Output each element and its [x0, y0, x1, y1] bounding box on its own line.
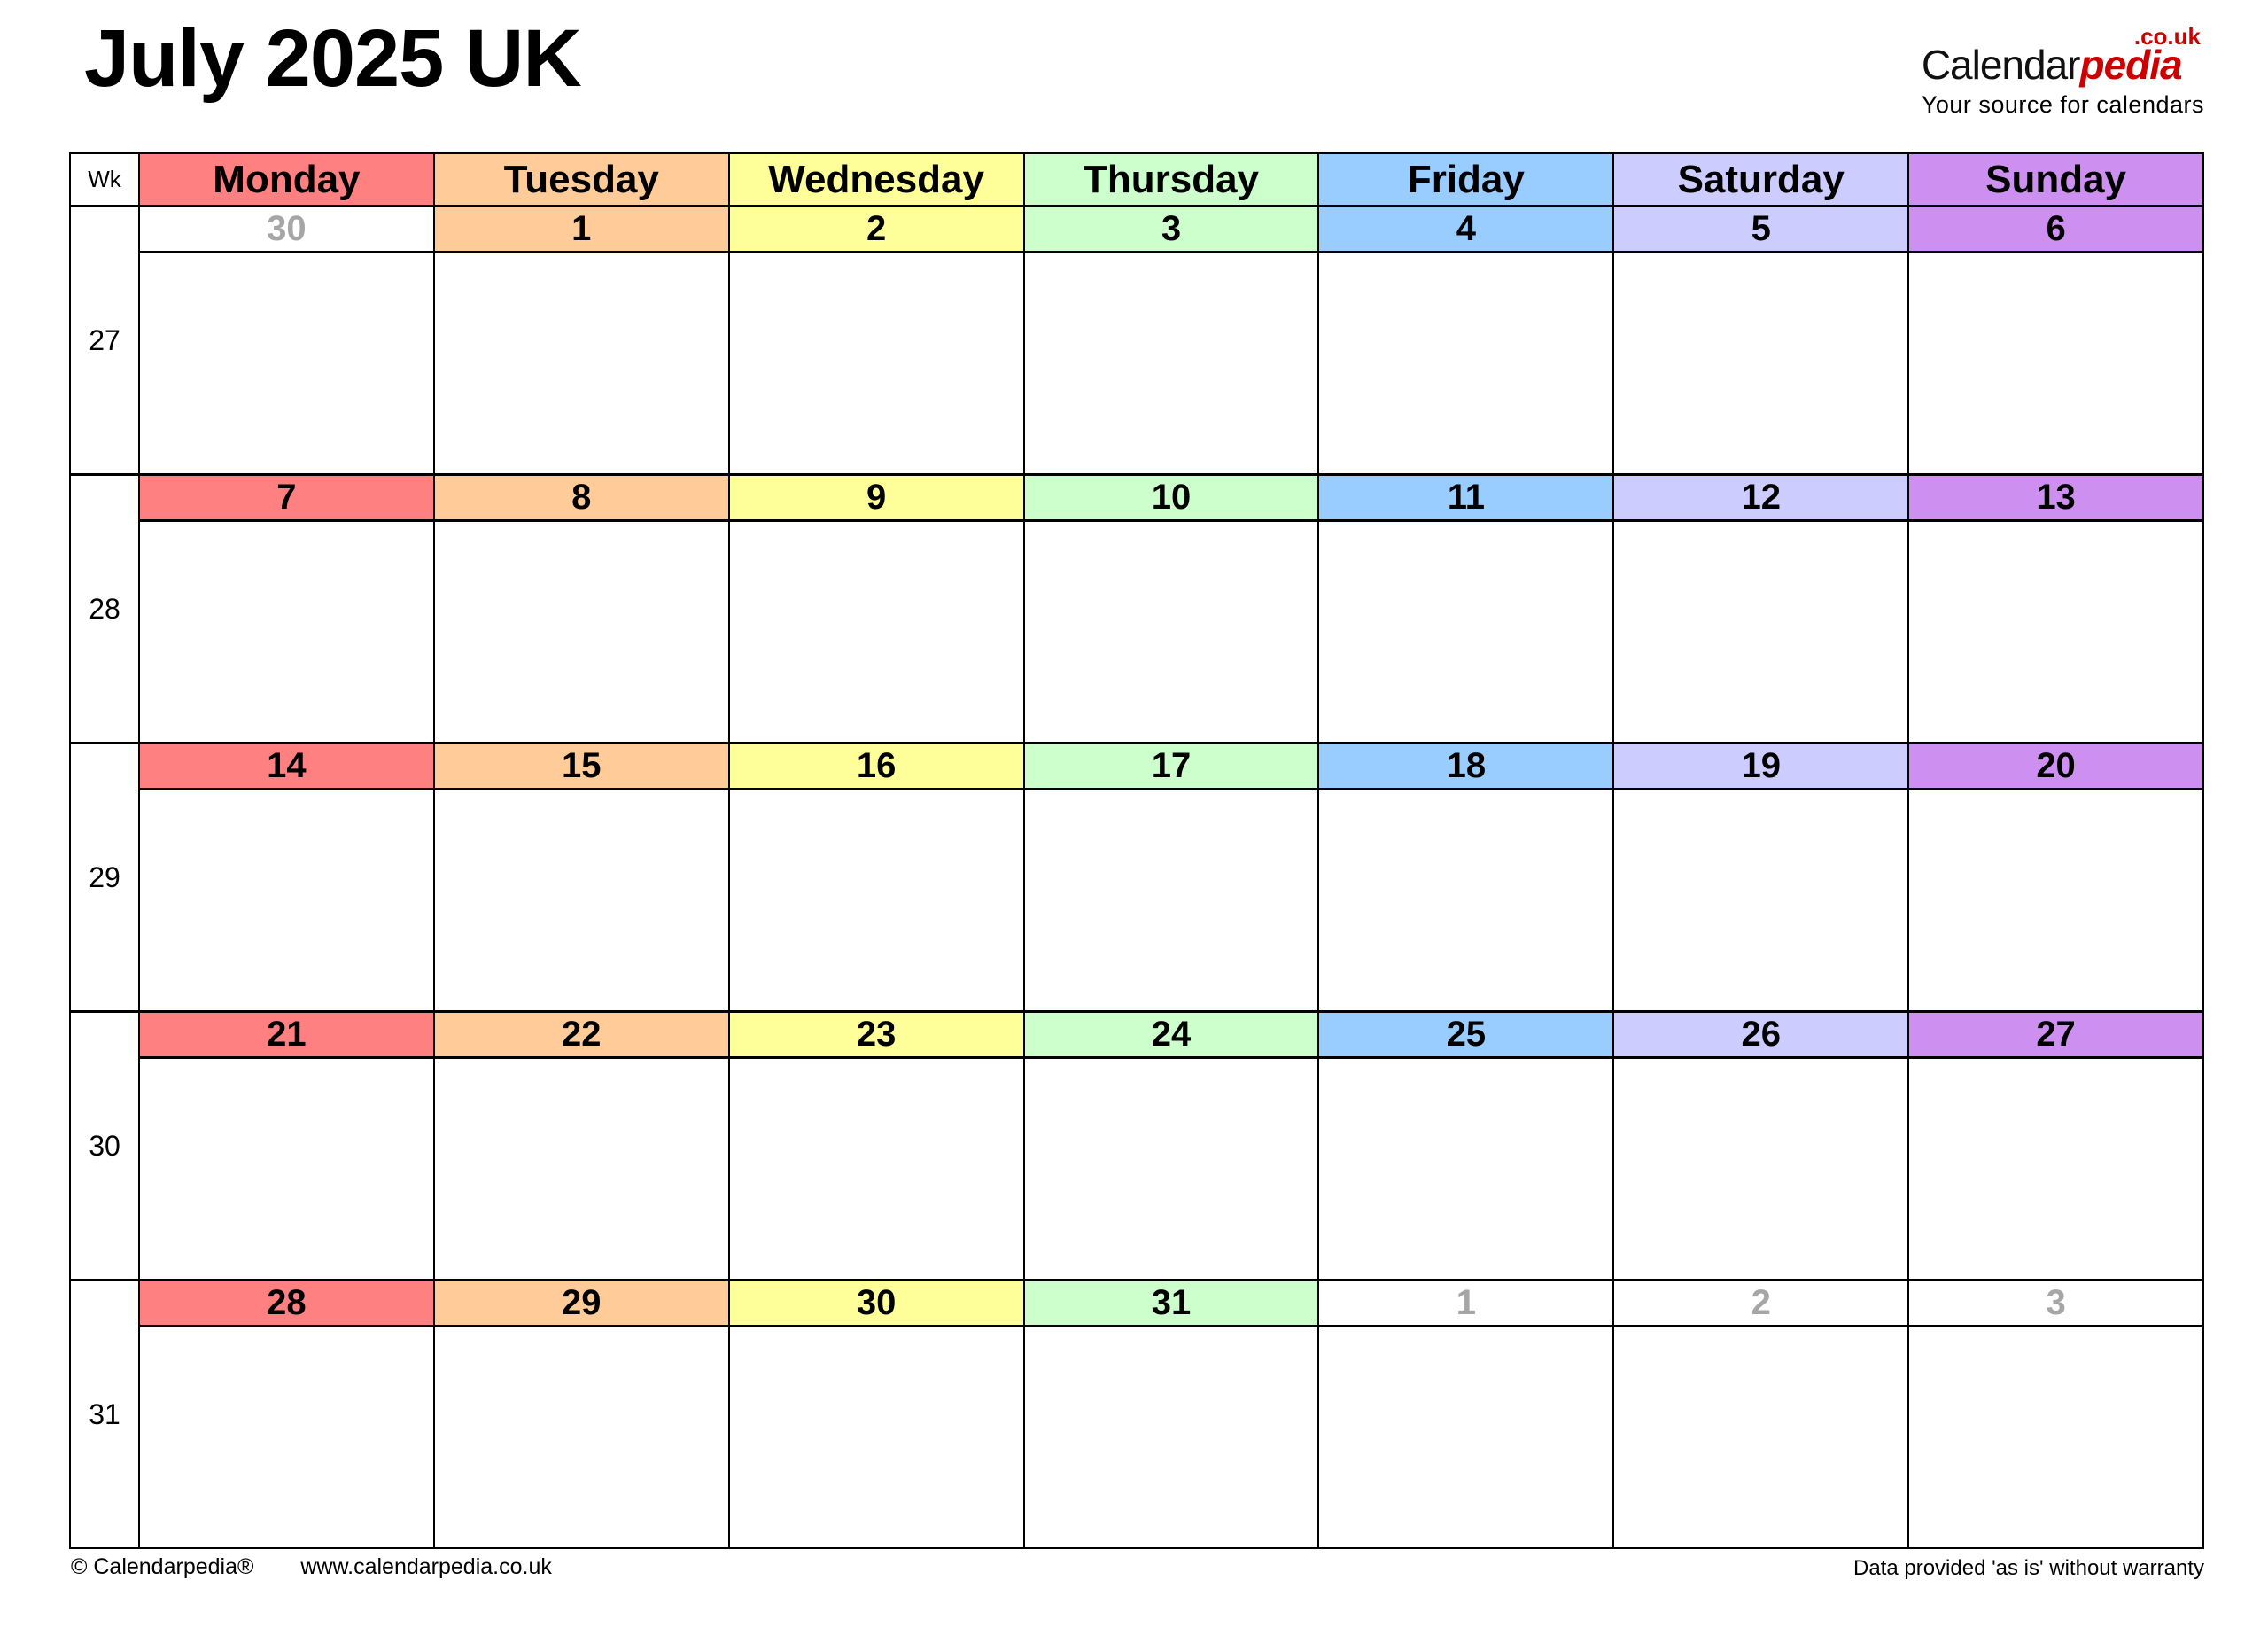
day-notes-area: [1907, 790, 2202, 1010]
day-notes-area: [1907, 1327, 2202, 1547]
day-cell: 1: [433, 207, 728, 253]
header-saturday: [1612, 154, 1907, 205]
day-notes-area: [433, 1327, 728, 1547]
header-wednesday: [728, 154, 1023, 205]
footer-disclaimer: Data provided 'as is' without warranty: [1852, 1556, 2204, 1580]
day-header-label: Thursday: [1083, 157, 1260, 201]
day-notes-area: [433, 522, 728, 742]
day-notes-area: [1612, 522, 1907, 742]
day-notes-area: [728, 1059, 1023, 1279]
day-notes-area: [1023, 522, 1318, 742]
day-notes-area: [1612, 1327, 1907, 1547]
day-header-label: Saturday: [1677, 157, 1845, 201]
day-notes-area: [728, 253, 1023, 473]
day-cell: 4: [1317, 207, 1612, 253]
day-cell: 7: [138, 476, 433, 522]
header-sunday: [1907, 154, 2202, 205]
week-row-30: [71, 1010, 2202, 1279]
day-notes-area: [138, 1059, 433, 1279]
logo-brand-black: Calendar: [1921, 42, 2080, 88]
week-row-28: [71, 473, 2202, 742]
day-cell: 24: [1023, 1013, 1318, 1059]
day-cell: 31: [1023, 1281, 1318, 1327]
day-notes-area: [433, 790, 728, 1010]
day-header-label: Friday: [1407, 157, 1525, 201]
week-number: 31: [71, 1281, 138, 1547]
page-title: July 2025 UK: [84, 13, 581, 104]
day-cell: 3: [1023, 207, 1318, 253]
day-cell: 10: [1023, 476, 1318, 522]
day-header-label: Sunday: [1985, 157, 2127, 201]
day-cell: 9: [728, 476, 1023, 522]
day-header-label: Monday: [213, 157, 361, 201]
header-tuesday: [433, 154, 728, 205]
day-notes-area: [1317, 522, 1612, 742]
day-cell: 20: [1907, 744, 2202, 790]
day-notes-area: [138, 522, 433, 742]
day-cell: 12: [1612, 476, 1907, 522]
day-cell: 28: [138, 1281, 433, 1327]
week-number: 29: [71, 744, 138, 1010]
day-cell: 2: [728, 207, 1023, 253]
day-cell: 15: [433, 744, 728, 790]
day-notes-area: [1612, 253, 1907, 473]
day-notes-area: [728, 1327, 1023, 1547]
footer-url[interactable]: www.calendarpedia.co.uk: [300, 1554, 552, 1579]
day-cell: 18: [1317, 744, 1612, 790]
day-cell: 29: [433, 1281, 728, 1327]
day-notes-area: [1612, 790, 1907, 1010]
day-cell: 6: [1907, 207, 2202, 253]
day-cell: 21: [138, 1013, 433, 1059]
day-cell: 2: [1612, 1281, 1907, 1327]
week-column-header: [71, 154, 138, 205]
day-cell: 3: [1907, 1281, 2202, 1327]
day-cell: 1: [1317, 1281, 1612, 1327]
footer-left: [71, 1554, 552, 1580]
day-notes-area: [1317, 790, 1612, 1010]
day-notes-area: [1023, 1327, 1318, 1547]
calendar-weeks: [71, 207, 2202, 1547]
day-cell: 23: [728, 1013, 1023, 1059]
day-cell: 27: [1907, 1013, 2202, 1059]
day-notes-area: [138, 790, 433, 1010]
day-cell: 11: [1317, 476, 1612, 522]
header-thursday: [1023, 154, 1318, 205]
day-cell: 22: [433, 1013, 728, 1059]
day-notes-area: [1023, 253, 1318, 473]
day-cell: 8: [433, 476, 728, 522]
day-cell: 13: [1907, 476, 2202, 522]
day-notes-area: [1317, 1059, 1612, 1279]
day-notes-area: [138, 1327, 433, 1547]
day-notes-area: [728, 790, 1023, 1010]
day-cell: 17: [1023, 744, 1318, 790]
calendar-table: [69, 152, 2204, 1549]
day-header-label: Wednesday: [768, 157, 984, 201]
logo-wordmark: [1921, 23, 2204, 88]
logo-tld: .co.uk: [2133, 23, 2201, 50]
week-row-29: [71, 742, 2202, 1010]
week-row-31: [71, 1279, 2202, 1547]
day-notes-area: [1023, 790, 1318, 1010]
day-notes-area: [433, 1059, 728, 1279]
week-number: 30: [71, 1013, 138, 1279]
day-notes-area: [1317, 1327, 1612, 1547]
day-cell: 16: [728, 744, 1023, 790]
day-header-label: Tuesday: [503, 157, 659, 201]
week-column-header-label: Wk: [88, 166, 121, 192]
day-notes-area: [1907, 1059, 2202, 1279]
logo-tagline: Your source for calendars: [1921, 91, 2204, 118]
day-notes-area: [433, 253, 728, 473]
day-notes-area: [1023, 1059, 1318, 1279]
day-cell: 26: [1612, 1013, 1907, 1059]
logo-brand-red: pedia: [2079, 42, 2182, 88]
day-cell: 14: [138, 744, 433, 790]
week-number: 27: [71, 207, 138, 473]
day-notes-area: [138, 253, 433, 473]
calendarpedia-logo[interactable]: [1922, 21, 2204, 119]
day-notes-area: [1907, 253, 2202, 473]
day-cell: 25: [1317, 1013, 1612, 1059]
day-cell: 5: [1612, 207, 1907, 253]
day-notes-area: [1907, 522, 2202, 742]
day-notes-area: [728, 522, 1023, 742]
calendar-header-row: [71, 154, 2202, 207]
day-notes-area: [1612, 1059, 1907, 1279]
day-cell: 30: [728, 1281, 1023, 1327]
day-cell: 30: [138, 207, 433, 253]
day-cell: 19: [1612, 744, 1907, 790]
header-monday: [138, 154, 433, 205]
week-row-27: [71, 207, 2202, 473]
day-notes-area: [1317, 253, 1612, 473]
header-friday: [1317, 154, 1612, 205]
footer-copyright: © Calendarpedia®: [71, 1554, 254, 1579]
week-number: 28: [71, 476, 138, 742]
